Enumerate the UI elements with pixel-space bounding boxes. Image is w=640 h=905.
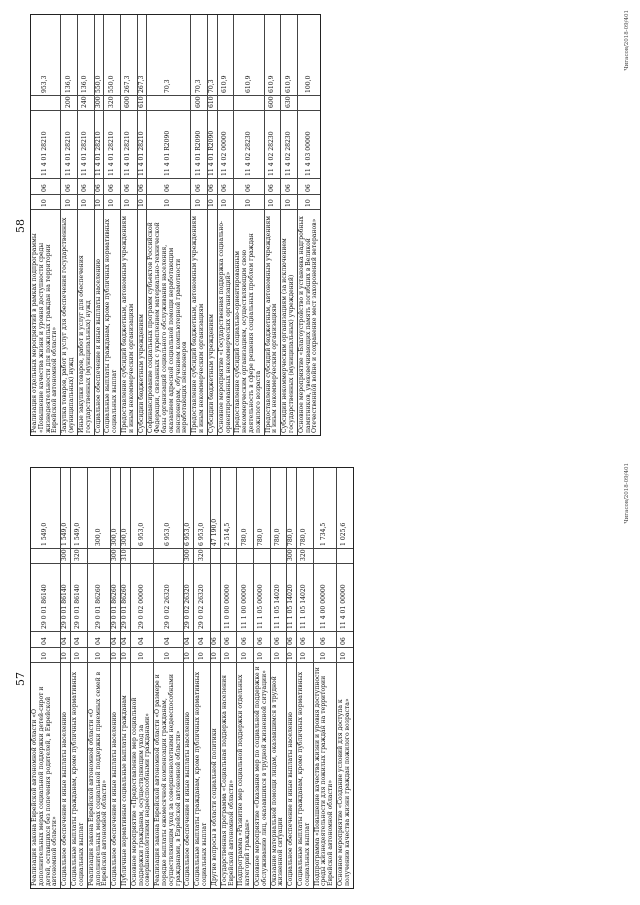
cell-rz: 04 [194, 631, 210, 647]
cell-rz: 06 [234, 178, 263, 194]
cell-sum: 267,3 [124, 75, 132, 93]
cell-csr: 11 0 00 00000 [221, 563, 237, 631]
cell-sum: 267,3 [137, 75, 145, 93]
cell-ved: 10 [111, 647, 120, 662]
cell-sum: 610,9 [267, 75, 275, 93]
cell-ved: 10 [61, 194, 77, 209]
table-row [314, 468, 337, 888]
cell-vr: 300 [61, 549, 69, 561]
cell-vr [271, 548, 287, 563]
cell-ved: 10 [234, 194, 263, 209]
cell-sum: 610,9 [284, 75, 292, 93]
cell-vr [221, 548, 237, 563]
cell-name: Реализация закона Еврейской автономной области «О дополнительных мерах социальной поддержки приемных семей в Еврейской автономной области» [88, 662, 110, 888]
cell-rz: 04 [31, 631, 60, 647]
cell-ved: 10 [281, 194, 297, 209]
cell-sum: 6 953,0 [137, 522, 145, 546]
cell-ved: 10 [265, 194, 281, 209]
cell-sum: 1 549,0 [74, 522, 82, 546]
page-number: 58 [14, 219, 27, 233]
cell-sum: 100,0 [304, 75, 312, 93]
cell-vr [88, 548, 110, 563]
cell-ved: 10 [88, 647, 110, 662]
table-row [138, 15, 148, 435]
cell-vr [234, 95, 263, 110]
cell-vr [211, 548, 220, 563]
cell-rz: 06 [287, 631, 296, 647]
cell-ved: 10 [254, 647, 270, 662]
cell-sum: 70,3 [207, 79, 215, 93]
cell-rz: 06 [31, 178, 60, 194]
cell-ved: 10 [61, 647, 70, 662]
cell-sum: 780,0 [300, 528, 308, 546]
cell-name: Субсидии бюджетным учреждениям [138, 209, 147, 435]
table-row [88, 468, 111, 888]
table-row [297, 468, 314, 888]
table-row [184, 468, 194, 888]
cell-sum: 610,9 [221, 75, 229, 93]
cell-name: Основное мероприятие «Предоставление мер социальной поддержки гражданам, осуществляющим уход за совершеннолетними недееспособными гражданами» [131, 662, 153, 888]
cell-csr: 29 0 01 86260 [121, 563, 130, 631]
table-row [221, 468, 238, 888]
cell-ved: 10 [31, 647, 60, 662]
table-row [271, 468, 288, 888]
cell-csr: 11 4 01 28210 [138, 110, 147, 178]
cell-csr: 11 4 02 28230 [234, 110, 263, 178]
cell-rz: 06 [104, 178, 120, 194]
cell-sum: 6 953,0 [164, 522, 172, 546]
cell-vr: 630 [281, 95, 297, 110]
cell-ved: 10 [298, 194, 320, 209]
cell-ved: 10 [31, 194, 60, 209]
page-right [0, 0, 640, 452]
cell-vr: 320 [297, 548, 313, 563]
cell-sum: 300,0 [94, 528, 102, 546]
cell-rz: 06 [237, 631, 253, 647]
cell-sum: 610,9 [244, 75, 252, 93]
cell-vr [131, 548, 153, 563]
cell-ved: 10 [154, 647, 183, 662]
cell-csr: 29 0 01 86140 [61, 563, 70, 631]
cell-rz: 06 [221, 631, 237, 647]
cell-sum: 136,0 [81, 75, 89, 93]
cell-name: Реализация закона Еврейской автономной области «О размере и порядке выплаты ежемесячной компенсации гражданам, осуществляющим уход за совершеннолетними недееспособными гражданами, в Еврейской автономной области» [154, 662, 183, 888]
table-row [337, 468, 353, 888]
cell-sum: 6 953,0 [197, 522, 205, 546]
budget-table [30, 14, 321, 436]
cell-sum: 136,0 [64, 75, 72, 93]
cell-name: Социальные выплаты гражданам, кроме публичных нормативных социальных выплат [194, 662, 210, 888]
cell-vr: 300 [94, 96, 102, 108]
cell-vr [298, 95, 320, 110]
cell-ved: 10 [131, 647, 153, 662]
cell-sum: 1 549,0 [61, 522, 69, 546]
cell-name: Социальное обеспечение и иные выплаты населению [287, 662, 296, 888]
cell-name: Другие вопросы в области социальной политики [211, 662, 220, 888]
cell-rz: 04 [61, 631, 70, 647]
table-row [31, 15, 61, 435]
table-row [95, 15, 105, 435]
cell-ved: 10 [218, 194, 234, 209]
cell-rz: 06 [265, 178, 281, 194]
cell-name: Социальное обеспечение и иные выплаты населению [61, 662, 70, 888]
cell-csr: 11 1 05 14020 [297, 563, 313, 631]
cell-vr: 310 [120, 549, 128, 561]
cell-csr: 29 0 02 26320 [194, 563, 210, 631]
cell-csr: 11 1 00 00000 [237, 563, 253, 631]
cell-ved: 10 [78, 194, 94, 209]
cell-vr: 320 [104, 95, 120, 110]
table-row [218, 15, 235, 435]
cell-csr: 11 1 05 00000 [254, 563, 270, 631]
cell-sum: 550,0 [94, 75, 102, 93]
cell-vr [31, 95, 60, 110]
cell-rz: 06 [337, 631, 353, 647]
cell-name: Иные закупки товаров, работ и услуг для обеспечения государственных (муниципальных) нужд [78, 209, 94, 435]
cell-vr: 200 [61, 95, 77, 110]
cell-rz: 06 [218, 178, 234, 194]
cell-name: Основное мероприятие «Государственная поддержка социально-ориентированных некоммерческих организаций» [218, 209, 234, 435]
cell-rz: 04 [131, 631, 153, 647]
cell-name: Предоставление субсидий бюджетным, автономным учреждениям и иным некоммерческим организациям [265, 209, 281, 435]
cell-sum: 780,0 [240, 528, 248, 546]
cell-ved: 10 [191, 194, 207, 209]
cell-ved: 10 [147, 194, 190, 209]
cell-ved: 10 [194, 647, 210, 662]
cell-name: Социальное обеспечение и иные выплаты населению [111, 662, 120, 888]
cell-vr: 610 [137, 96, 145, 108]
cell-name: Реализация закона Еврейской автономной области «О дополнительных мерах социальной поддержки детей-сирот и детей, оставшихся без попечения родителей, в Еврейской автономной области» [31, 662, 60, 888]
cell-vr: 600 [265, 95, 281, 110]
cell-name: Публичные нормативные социальные выплаты гражданам [121, 662, 130, 888]
cell-rz: 06 [271, 631, 287, 647]
table-row [287, 468, 297, 888]
cell-sum: 780,0 [273, 528, 281, 546]
cell-csr: 29 0 01 86260 [111, 563, 120, 631]
cell-rz: 06 [314, 631, 336, 647]
table-row [111, 468, 121, 888]
cell-ved: 10 [138, 194, 147, 209]
cell-vr: 300 [184, 549, 192, 561]
cell-name: Социальные выплаты гражданам, кроме публичных нормативных социальных выплат [297, 662, 313, 888]
cell-rz: 06 [78, 178, 94, 194]
cell-name: Государственная программа «Социальная поддержка населения Еврейской автономной области» [221, 662, 237, 888]
cell-csr: 11 4 01 28210 [78, 110, 94, 178]
cell-name: Социальное обеспечение и иные выплаты населению [95, 209, 104, 435]
cell-name: Предоставление субсидий бюджетным, автономным учреждениям и иным некоммерческим организациям [191, 209, 207, 435]
table-row [194, 468, 211, 888]
page-number: 57 [14, 672, 27, 686]
cell-vr [254, 548, 270, 563]
cell-vr [147, 95, 190, 110]
cell-ved: 10 [314, 647, 336, 662]
cell-ved: 10 [211, 647, 220, 662]
cell-ved: 10 [121, 647, 130, 662]
cell-vr: 610 [207, 96, 215, 108]
cell-rz: 06 [191, 178, 207, 194]
cell-rz: 06 [95, 178, 104, 194]
cell-sum: 70,3 [164, 79, 172, 93]
cell-vr: 320 [71, 548, 87, 563]
cell-sum: 780,0 [287, 528, 295, 546]
cell-csr: 11 4 01 28210 [104, 110, 120, 178]
table-row [104, 15, 121, 435]
table-row [237, 468, 254, 888]
table-row [121, 15, 138, 435]
cell-csr: 11 4 02 28230 [281, 110, 297, 178]
cell-csr: 11 4 02 28230 [265, 110, 281, 178]
cell-csr: 11 4 01 R2090 [147, 110, 190, 178]
cell-csr: 11 4 01 R2090 [208, 110, 217, 178]
table-row [154, 468, 184, 888]
cell-rz: 04 [111, 631, 120, 647]
cell-name: Подпрограмма «Повышение качества жизни и уровня доступности среды жизнедеятельности для пожилых граждан на территории Еврейской автономной области» [314, 662, 336, 888]
cell-rz: 04 [154, 631, 183, 647]
cell-vr: 600 [191, 95, 207, 110]
table-row [211, 468, 221, 888]
table-row [78, 15, 95, 435]
cell-vr [218, 95, 234, 110]
cell-rz: 04 [88, 631, 110, 647]
cell-csr: 29 0 01 86140 [31, 563, 60, 631]
cell-csr: 11 4 01 28210 [95, 110, 104, 178]
cell-csr: 11 1 05 14020 [287, 563, 296, 631]
cell-sum: 2 514,5 [224, 522, 232, 546]
table-row [71, 468, 88, 888]
cell-sum: 300,0 [111, 528, 119, 546]
cell-csr: 29 0 01 86140 [71, 563, 87, 631]
table-row [31, 468, 61, 888]
cell-csr: 11 4 01 00000 [337, 563, 353, 631]
cell-name: Социальные выплаты гражданам, кроме публичных нормативных социальных выплат [104, 209, 120, 435]
cell-sum: 780,0 [257, 528, 265, 546]
cell-name: Реализация отдельных мероприятий в рамках подпрограммы «Повышение качества жизни и уровня доступности среды жизнедеятельности для пожилых граждан на территории Еврейской автономной области» [31, 209, 60, 435]
cell-csr: 11 4 00 00000 [314, 563, 336, 631]
cell-csr [211, 563, 220, 631]
cell-vr [154, 548, 183, 563]
cell-csr: 11 1 05 14020 [271, 563, 287, 631]
table-row [61, 468, 71, 888]
cell-rz: 04 [71, 631, 87, 647]
table-row [265, 15, 282, 435]
cell-ved: 10 [104, 194, 120, 209]
cell-csr: 11 4 01 28210 [31, 110, 60, 178]
cell-name: Субсидии бюджетным учреждениям [208, 209, 217, 435]
table-row [234, 15, 264, 435]
table-row [61, 15, 78, 435]
cell-csr: 11 4 01 28210 [121, 110, 137, 178]
table-row [298, 15, 320, 435]
cell-ved: 10 [287, 647, 296, 662]
cell-rz: 06 [138, 178, 147, 194]
cell-ved: 10 [221, 647, 237, 662]
cell-vr [237, 548, 253, 563]
cell-ved: 10 [297, 647, 313, 662]
cell-sum: 953,3 [41, 75, 49, 93]
cell-csr: 29 0 01 86260 [88, 563, 110, 631]
cell-vr: 300 [287, 549, 295, 561]
cell-vr: 300 [111, 549, 119, 561]
cell-name: Оказание материальной помощи лицам, оказавшимся в трудной жизненной ситуации [271, 662, 287, 888]
cell-name: Социальное обеспечение и иные выплаты населению [184, 662, 193, 888]
cell-name: Софинансирование социальных программ субъектов Российской Федерации, связанных с укреплением материально-технической базы организаций социального обслуживания населения, оказанием адресной социальной помощи неработающим пенсионерам, обучением компьютерной грамотности неработающих пенсионеров [147, 209, 190, 435]
footer-code: Чигасов/2018-09/401 [624, 10, 630, 71]
table-row [254, 468, 271, 888]
cell-rz: 04 [121, 631, 130, 647]
cell-ved: 10 [271, 647, 287, 662]
cell-ved: 10 [337, 647, 353, 662]
cell-vr [31, 548, 60, 563]
cell-name: Закупка товаров, работ и услуг для обеспечения государственных (муниципальных) нужд [61, 209, 77, 435]
cell-sum: 70,3 [194, 79, 202, 93]
cell-sum: 47 190,0 [210, 518, 218, 546]
cell-csr: 11 4 01 28210 [61, 110, 77, 178]
cell-vr: 240 [78, 95, 94, 110]
cell-rz: 06 [61, 178, 77, 194]
cell-rz: 06 [298, 178, 320, 194]
cell-rz: 06 [254, 631, 270, 647]
table-row [147, 15, 191, 435]
cell-vr: 320 [194, 548, 210, 563]
table-row [131, 468, 154, 888]
table-row [121, 468, 131, 888]
table-row [208, 15, 218, 435]
cell-sum: 1 025,6 [340, 522, 348, 546]
cell-name: Субсидии некоммерческим организациям (за исключением государственных (муниципальных) учреждений) [281, 209, 297, 435]
table-row [191, 15, 208, 435]
footer-code: Чигасов/2018-09/401 [624, 463, 630, 524]
cell-name: Подпрограмма «Развитие мер социальной поддержки отдельных категорий граждан» [237, 662, 253, 888]
cell-csr: 29 0 02 26320 [184, 563, 193, 631]
cell-rz: 06 [147, 178, 190, 194]
cell-csr: 11 4 03 00000 [298, 110, 320, 178]
cell-vr: 600 [121, 95, 137, 110]
cell-rz: 06 [281, 178, 297, 194]
cell-sum: 300,0 [120, 528, 128, 546]
cell-name: Предоставление субсидий бюджетным, автономным учреждениям и иным некоммерческим организациям [121, 209, 137, 435]
cell-rz: 04 [184, 631, 193, 647]
cell-ved: 10 [95, 194, 104, 209]
table-row [281, 15, 298, 435]
cell-name: Предоставление субсидий социально-ориентированным некоммерческим организациям, осуществляющим свою деятельность в сфере решения социальных проблем граждан пожилого возраста [234, 209, 263, 435]
cell-csr: 11 4 01 R2090 [191, 110, 207, 178]
cell-rz: 06 [121, 178, 137, 194]
budget-table [30, 467, 354, 889]
cell-vr [337, 548, 353, 563]
cell-rz: 06 [297, 631, 313, 647]
cell-csr: 29 0 02 00000 [131, 563, 153, 631]
cell-ved: 10 [121, 194, 137, 209]
cell-ved: 10 [237, 647, 253, 662]
cell-rz: 06 [211, 631, 220, 647]
cell-sum: 6 953,0 [184, 522, 192, 546]
cell-name: Основное мероприятие «Оказание мер по социальной поддержке и обслуживанию лиц, оказавшихся в трудной жизненной ситуации» [254, 662, 270, 888]
cell-csr: 29 0 02 26320 [154, 563, 183, 631]
cell-name: Основное мероприятие «Благоустройство и установка надгробных памятников, увековечивающих память погибших в Великой Отечественной войне и сохранение мест захоронений ветеранов» [298, 209, 320, 435]
cell-sum: 1 734,5 [320, 522, 328, 546]
cell-name: Социальные выплаты гражданам, кроме публичных нормативных социальных выплат [71, 662, 87, 888]
cell-sum: 1 549,0 [41, 522, 49, 546]
cell-ved: 10 [71, 647, 87, 662]
cell-ved: 10 [208, 194, 217, 209]
page-left [0, 453, 640, 905]
cell-name: Основное мероприятие «Создание условий для доступа к получению качества жизни граждан пожилого возраста» [337, 662, 353, 888]
cell-rz: 06 [208, 178, 217, 194]
cell-ved: 10 [184, 647, 193, 662]
cell-vr [314, 548, 336, 563]
cell-csr: 11 4 02 00000 [218, 110, 234, 178]
cell-sum: 550,0 [107, 75, 115, 93]
